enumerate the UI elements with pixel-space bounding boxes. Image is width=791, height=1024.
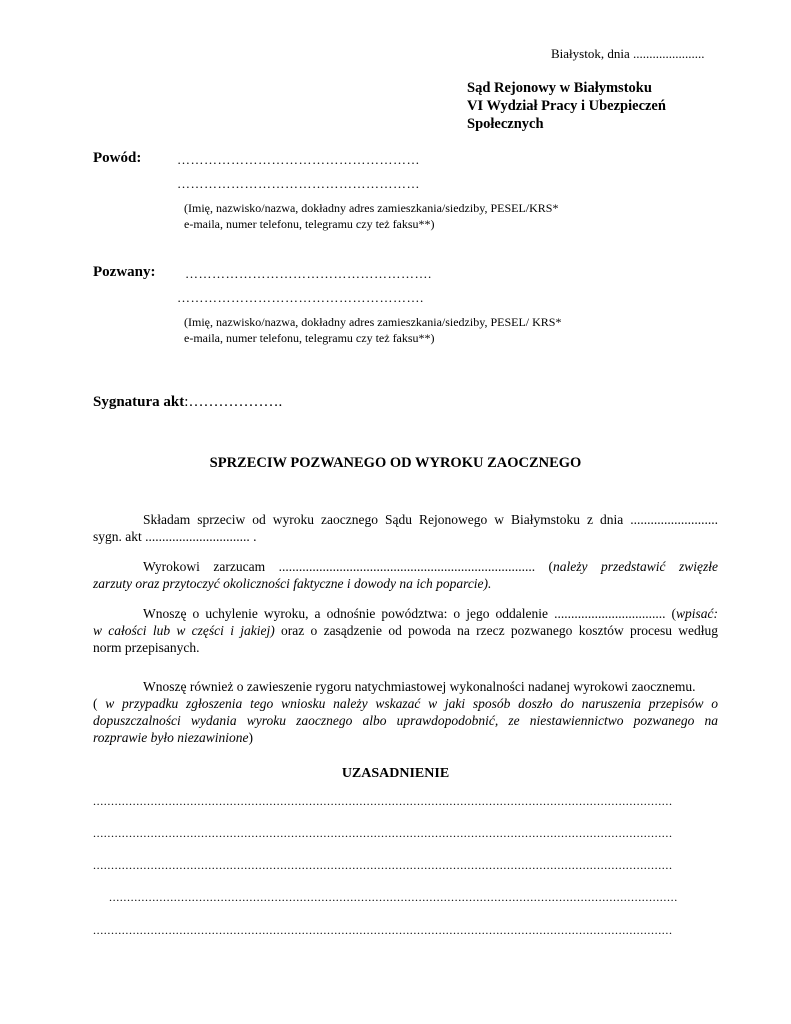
plaintiff-label: Powód: xyxy=(93,150,142,166)
justification-title: UZASADNIENIE xyxy=(341,766,450,781)
p4-line-2-text: ( xyxy=(93,696,106,711)
justification-line-2: ................................................................................................................................................................. xyxy=(93,826,673,840)
case-number-label: Sygnatura akt xyxy=(93,394,185,410)
paragraph-charges xyxy=(93,558,718,592)
plaintiff-hint-1: (Imię, nazwisko/nazwa, dokładny adres zamieszkania/siedziby, PESEL/KRS* xyxy=(184,201,559,215)
p2-line-1-italic: należy przedstawić zwięzłe xyxy=(553,559,718,574)
court-division-cont: Społecznych xyxy=(467,116,544,132)
place-date: Białystok, dnia ...................... xyxy=(551,46,705,61)
paragraph-objection xyxy=(93,511,718,545)
paragraph-suspension xyxy=(93,678,718,746)
p4-line-3 xyxy=(93,712,718,729)
defendant-hint-2: e-maila, numer telefonu, telegramu czy też faksu**) xyxy=(184,331,435,345)
p4-line-4 xyxy=(93,729,718,746)
p3-line-1-italic: wpisać: xyxy=(676,606,718,621)
court-name: Sąd Rejonowy w Białymstoku xyxy=(467,80,652,96)
p3-line-3: norm przepisanych. xyxy=(93,640,200,655)
p3-line-1 xyxy=(93,605,718,622)
defendant-hint-1: (Imię, nazwisko/nazwa, dokładny adres zamieszkania/siedziby, PESEL/ KRS* xyxy=(184,315,562,329)
justification-line-3: ................................................................................................................................................................. xyxy=(93,858,673,872)
paragraph-motion xyxy=(93,605,718,656)
p4-line-3-italic: dopuszczalności wydania wyroku zaocznego albo uprawdopodobnić, ze niestawiennictwo pozwanego na xyxy=(93,713,718,728)
p2-line-2-italic: zarzuty oraz przytoczyć okoliczności faktyczne i dowody na ich poparcie). xyxy=(93,576,492,591)
plaintiff-line-2: ……………………………………………… xyxy=(177,176,420,191)
defendant-label: Pozwany: xyxy=(93,264,156,280)
plaintiff-line-1: ……………………………………………… xyxy=(177,152,420,167)
p3-line-2-italic: w całości lub w części i jakiej) xyxy=(93,623,275,638)
p4-line-2 xyxy=(93,695,718,712)
p2-line-1-text: Wyrokowi zarzucam ............................................................................ ( xyxy=(143,559,554,574)
document-title: SPRZECIW POZWANEGO OD WYROKU ZAOCZNEGO xyxy=(209,455,582,471)
justification-line-5: ................................................................................................................................................................. xyxy=(93,923,673,937)
justification-line-1: ................................................................................................................................................................. xyxy=(93,794,673,808)
p4-line-1: Wnoszę również o zawieszenie rygoru natychmiastowej wykonalności nadanej wyrokowi zaocznemu. xyxy=(143,679,696,694)
p4-line-4-text: ) xyxy=(248,730,253,745)
justification-line-4: .............................................................................................................................................................. xyxy=(109,890,678,904)
p4-line-2-italic: w przypadku zgłoszenia tego wniosku należy wskazać w jaki sposób doszło do naruszenia przepisów o xyxy=(105,696,718,711)
court-division: VI Wydział Pracy i Ubezpieczeń xyxy=(467,98,666,114)
p3-line-2 xyxy=(93,622,718,639)
p2-line-1 xyxy=(93,558,718,575)
defendant-line-2: ………………………………………………. xyxy=(177,290,424,305)
p1-line-2: sygn. akt ............................... . xyxy=(93,529,257,544)
defendant-line-1: ………………………………………………. xyxy=(185,266,432,281)
p3-line-1-text: Wnoszę o uchylenie wyroku, a odnośnie powództwa: o jego oddalenie ................................. ( xyxy=(143,606,676,621)
p4-line-4-italic: rozprawie było niezawinione xyxy=(93,730,249,745)
case-number-value: :………………. xyxy=(184,394,283,410)
plaintiff-hint-2: e-maila, numer telefonu, telegramu czy też faksu**) xyxy=(184,217,435,231)
p2-line-2 xyxy=(93,575,718,592)
p1-line-1: Składam sprzeciw od wyroku zaocznego Sądu Rejonowego w Białymstoku z dnia .......................... xyxy=(143,512,718,527)
case-number xyxy=(93,394,282,411)
p3-line-2-text: oraz o zasądzenie od powoda na rzecz pozwanego kosztów procesu według xyxy=(274,623,719,638)
